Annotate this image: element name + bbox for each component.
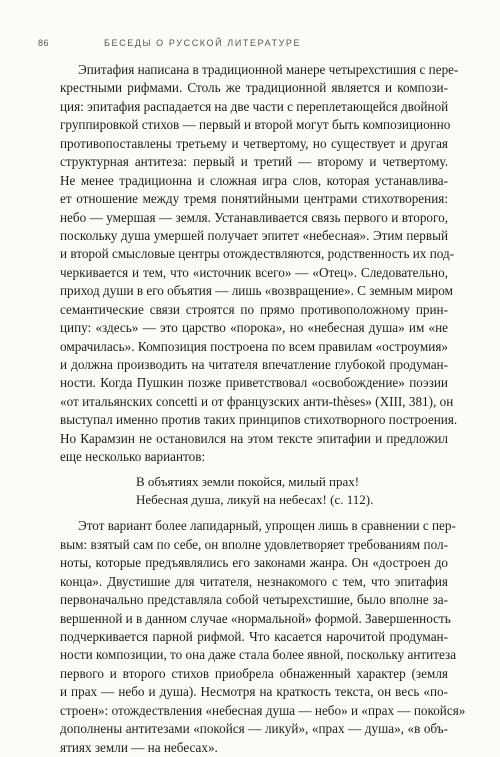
text-line: первого и второго стихов приобрела обнаженный характер (земля	[60, 665, 448, 681]
text-line: ятиях земли — на небесах».	[60, 739, 218, 755]
text-line: черкивается и тем, что «источник всего» — «Отец». Следовательно,	[60, 264, 448, 280]
text-line: вым: взятый сам по себе, он вполне удовлетворяет требованиям пол-	[60, 536, 448, 552]
text-line: приход души в его объятия — лишь «возвращение». С земным миром	[60, 283, 453, 299]
text-line: небо — умершая — земля. Устанавливается связь первого и второго,	[60, 209, 448, 225]
text-line: Но Карамзин не остановился на этом тексте эпитафии и предложил	[60, 430, 448, 446]
text-line: и должна производить на читателя впечатление глубокой продуман-	[60, 357, 448, 372]
verse-line: Небесная душа, ликуй на небесах! (с. 112).	[136, 492, 374, 508]
text-line: еще несколько вариантов:	[60, 449, 206, 465]
verse-line: В объятиях земли покойся, милый прах!	[136, 473, 360, 489]
text-line: конца». Двустишие для читателя, незнакомого с тем, что эпитафия	[60, 573, 448, 589]
text-line: Не менее традиционна и сложная игра слов, которая устанавлива-	[60, 172, 448, 188]
text-line: подчеркивается парной рифмой. Что касается нарочитой продуман-	[60, 629, 448, 645]
text-line: семантические связи строятся по прямо противоположному прин-	[60, 301, 448, 317]
text-line: и второй смысловые центры отождествляются, родственность их под-	[60, 246, 455, 262]
text-line: ципу: «здесь» — это царство «порока», но «небесная душа» им «не	[60, 320, 448, 336]
page-number: 86	[38, 38, 50, 48]
running-title: БЕСЕДЫ О РУССКОЙ ЛИТЕРАТУРЕ	[104, 38, 302, 48]
text-line: «от итальянских concetti и от французских анти-thèses» (XIII, 381), он	[60, 393, 454, 409]
text-line: и прах — небо и душа). Несмотря на краткость текста, он весь «по-	[60, 684, 448, 700]
text-line: первоначально представляла собой четырехстишие, было вполне за-	[60, 592, 448, 608]
text-line: ция: эпитафия распадается на две части с переплетающейся двойной	[60, 98, 449, 114]
text-line: группировкой стихов — первый и второй могут быть композиционно	[60, 117, 451, 133]
text-line: ности. Когда Пушкин позже приветствовал «освобождение» поэзии	[60, 375, 448, 391]
text-line: поскольку душа умершей получает эпитет «небесная». Этим первый	[60, 227, 448, 243]
text-line: выступал именно против таких принципов стихотворного построения.	[60, 412, 458, 428]
text-line: ности композиции, то она даже стала более явной, поскольку антитеза	[60, 647, 457, 663]
text-line: структурная антитеза: первый и третий — второму и четвертому.	[60, 154, 448, 170]
text-line: крестными рифмами. Столь же традиционной является и компози-	[60, 80, 448, 96]
text-line: омрачилась». Композиция построена по всем правилам «остроумия»	[60, 338, 448, 354]
text-line: вершенной и в данном случае «нормальной» формой. Завершенность	[60, 610, 451, 626]
text-line: Эпитафия написана в традиционной манере четырехстишия с пере-	[78, 62, 459, 77]
running-head	[38, 38, 460, 52]
epitaph-verse	[60, 473, 448, 510]
paragraph-1	[60, 61, 459, 467]
text-line: противопоставлены третьему и четвертому, но существует и другая	[60, 135, 448, 151]
text-line: строен»: отождествления «небесная душа — небо» и «прах — покойся»	[60, 702, 466, 718]
text-line: ет отношение между тремя понятийными центрами стихотворения:	[60, 191, 448, 207]
text-line: дополнены антитезами «покойся — ликуй», «прах — душа», «в объ-	[60, 721, 448, 737]
paragraph-2	[60, 517, 466, 757]
text-line: Этот вариант более лапидарный, упрощен лишь в сравнении с пер-	[78, 518, 456, 534]
body-text	[60, 61, 466, 757]
text-line: ноты, которые предъявлялись его законами жанра. Он «достроен до	[60, 555, 448, 571]
